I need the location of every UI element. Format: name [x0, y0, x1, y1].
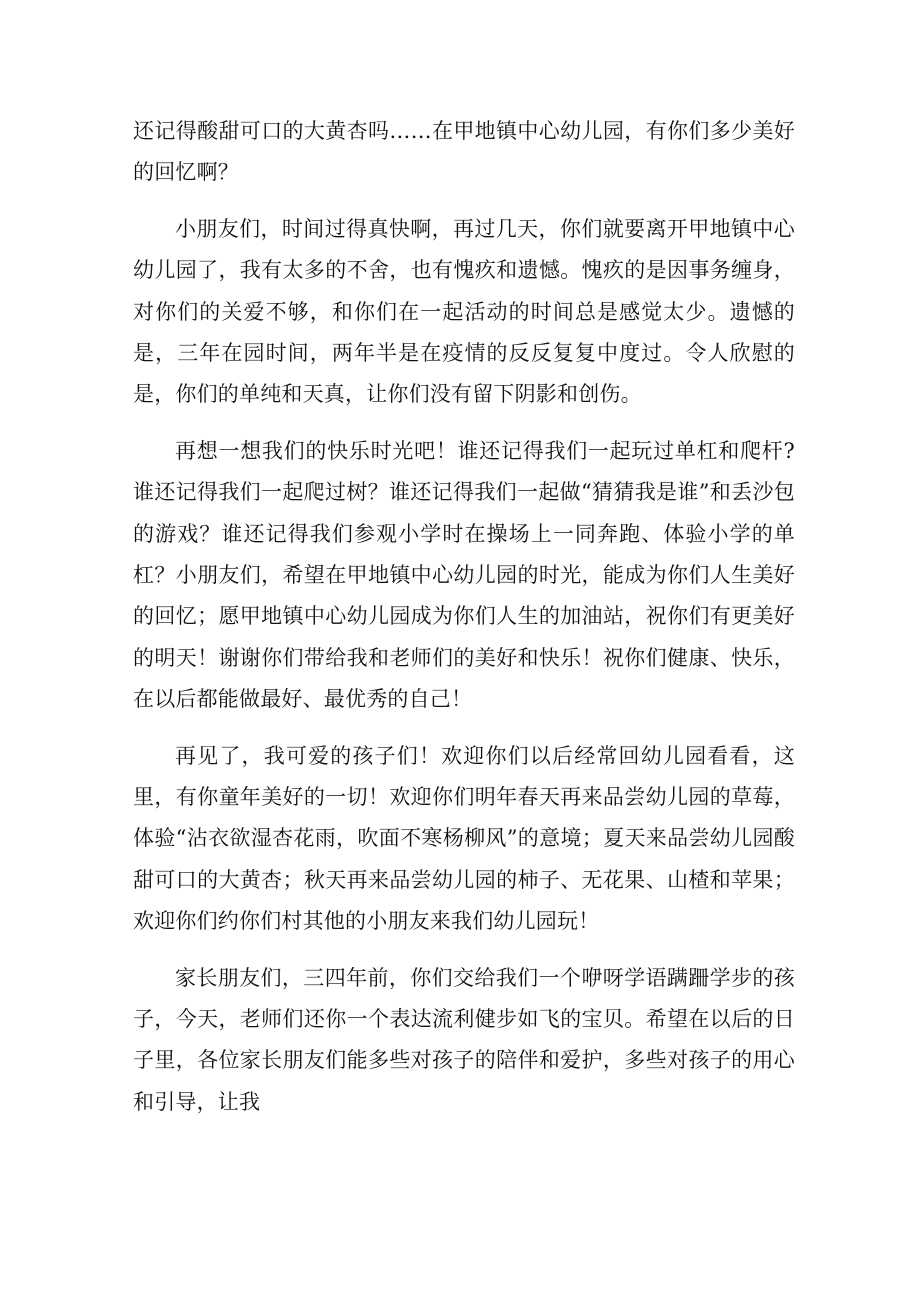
paragraph-welcome-back: 再见了，我可爱的孩子们！欢迎你们以后经常回幼儿园看看，这里，有你童年美好的一切！欢迎你们明年春天再来品尝幼儿园的草莓，体验“沾衣欲湿杏花雨，吹面不寒杨柳风”的意境；夏天来品尝幼儿园酸甜可口的大黄杏；秋天再来品尝幼儿园的柿子、无花果、山楂和苹果；欢迎你们约你们村其他的小朋友来我们幼儿园玩！ [133, 743, 795, 933]
paragraph-parents: 家长朋友们，三四年前，你们交给我们一个咿呀学语蹒跚学步的孩子，今天，老师们还你一个表达流利健步如飞的宝贝。希望在以后的日子里，各位家长朋友们能多些对孩子的陪伴和爱护，多些对孩子的用心和引导，让我 [133, 965, 795, 1114]
document-body [133, 111, 795, 1138]
paragraph-happy-memories: 再想一想我们的快乐时光吧！谁还记得我们一起玩过单杠和爬杆?谁还记得我们一起爬过树？谁还记得我们一起做“猜猜我是谁”和丢沙包的游戏？谁还记得我们参观小学时在操场上一同奔跑、体验小学的单杠？小朋友们，希望在甲地镇中心幼儿园的时光，能成为你们人生美好的回忆；愿甲地镇中心幼儿园成为你们人生的加油站，祝你们有更美好的明天！谢谢你们带给我和老师们的美好和快乐！祝你们健康、快乐，在以后都能做最好、最优秀的自己！ [133, 439, 795, 711]
paragraph-farewell-children: 小朋友们，时间过得真快啊，再过几天，你们就要离开甲地镇中心幼儿园了，我有太多的不舍，也有愧疚和遗憾。愧疚的是因事务缠身，对你们的关爱不够，和你们在一起活动的时间总是感觉太少。遗憾的是，三年在园时间，两年半是在疫情的反反复复中度过。令人欣慰的是，你们的单纯和天真，让你们没有留下阴影和创伤。 [133, 217, 795, 407]
paragraph-continuation: 还记得酸甜可口的大黄杏吗……在甲地镇中心幼儿园，有你们多少美好的回忆啊？ [133, 119, 795, 185]
